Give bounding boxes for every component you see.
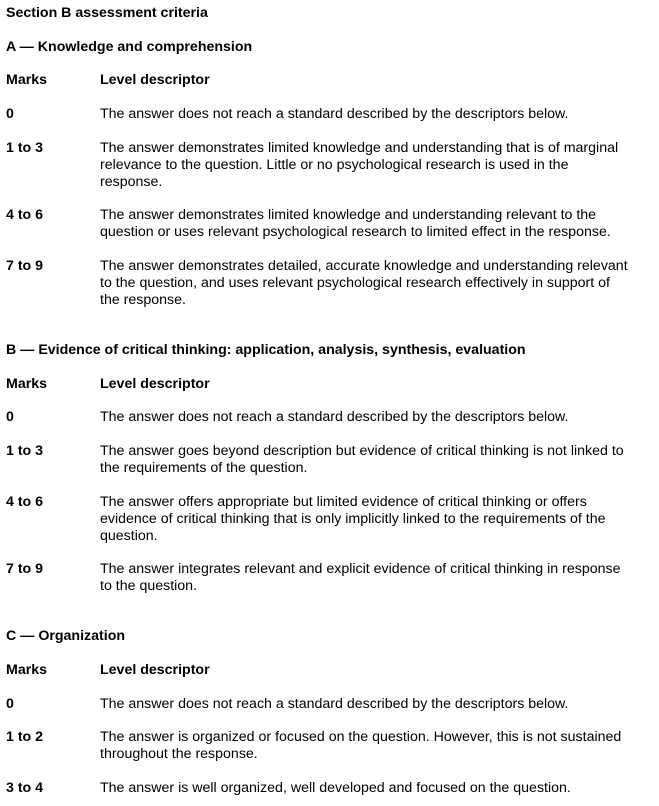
row-marks: 0 (6, 409, 14, 425)
row-descriptor: The answer does not reach a standard described by the descriptors below. (100, 696, 569, 712)
row-descriptor: The answer goes beyond description but evidence of critical thinking is not linked to the requirements of the question. (100, 443, 624, 476)
row-marks: 4 to 6 (6, 207, 44, 223)
descriptor-column-header: Level descriptor (100, 376, 210, 392)
page-title: Section B assessment criteria (6, 5, 208, 21)
row-descriptor: The answer demonstrates detailed, accurate knowledge and understanding relevant to the question, and uses relevant psychological research effectively in support of the response. (100, 258, 628, 308)
marks-column-header: Marks (6, 376, 48, 392)
section-a-heading: A — Knowledge and comprehension (6, 39, 253, 55)
row-marks: 3 to 4 (6, 780, 44, 796)
row-marks: 7 to 9 (6, 258, 44, 274)
row-marks: 0 (6, 106, 14, 122)
row-descriptor: The answer is well organized, well developed and focused on the question. (100, 780, 571, 796)
row-descriptor: The answer does not reach a standard described by the descriptors below. (100, 106, 569, 122)
row-marks: 0 (6, 696, 14, 712)
row-descriptor: The answer does not reach a standard described by the descriptors below. (100, 409, 569, 425)
marks-column-header: Marks (6, 662, 48, 678)
descriptor-column-header: Level descriptor (100, 72, 210, 88)
row-marks: 4 to 6 (6, 494, 44, 510)
row-descriptor: The answer demonstrates limited knowledge and understanding that is of marginal relevance to the question. Little or no psychological research is used in the response. (100, 140, 619, 190)
descriptor-column-header: Level descriptor (100, 662, 210, 678)
row-descriptor: The answer offers appropriate but limited evidence of critical thinking or offers evidence of critical thinking that is only implicitly linked to the requirements of the question. (100, 494, 606, 544)
row-marks: 7 to 9 (6, 561, 44, 577)
row-marks: 1 to 3 (6, 140, 44, 156)
row-descriptor: The answer demonstrates limited knowledge and understanding relevant to the question or uses relevant psychological research to limited effect in the response. (100, 207, 611, 240)
row-marks: 1 to 2 (6, 729, 44, 745)
row-marks: 1 to 3 (6, 443, 44, 459)
row-descriptor: The answer is organized or focused on the question. However, this is not sustained throughout the response. (100, 729, 622, 762)
marks-column-header: Marks (6, 72, 48, 88)
section-c-heading: C — Organization (6, 628, 126, 644)
row-descriptor: The answer integrates relevant and explicit evidence of critical thinking in response to the question. (100, 561, 621, 594)
section-b-heading: B — Evidence of critical thinking: application, analysis, synthesis, evaluation (6, 342, 526, 358)
